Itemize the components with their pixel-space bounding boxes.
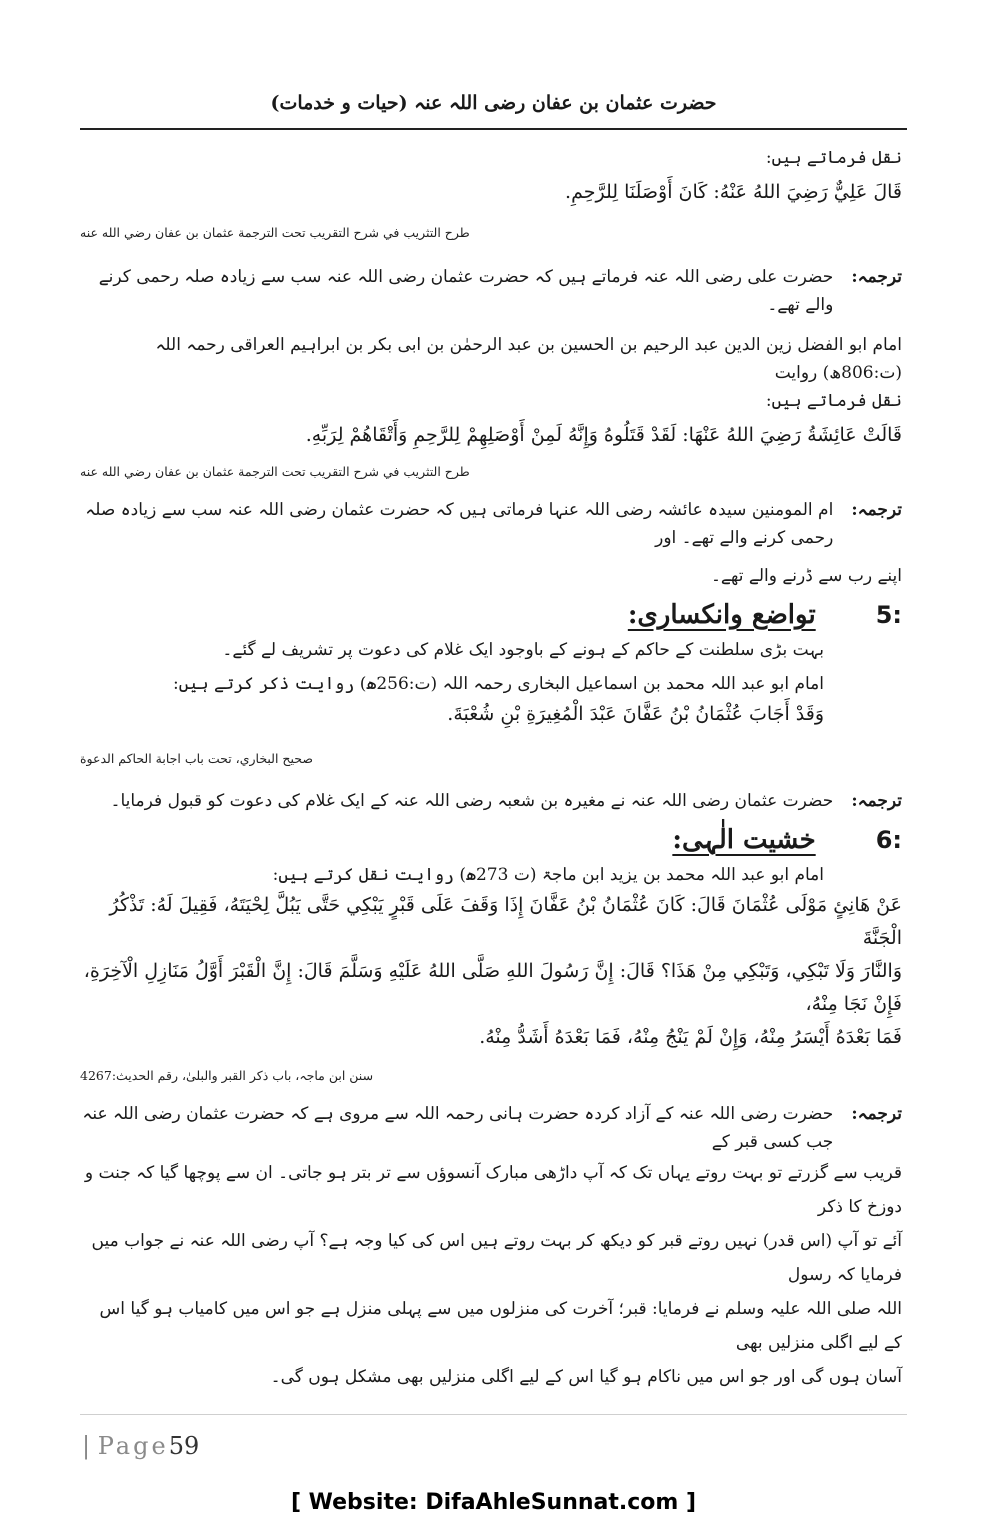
section-title: خشیت الٰہی: xyxy=(672,825,816,855)
translation-text-continued: اللہ صلی اللہ علیہ وسلم نے فرمایا: قبر؛ آخرت کی منزلوں میں سے پہلی منزل ہے جو اس میں کامیاب ہو گیا اس کے لیے اگلی منزلیں بھی xyxy=(99,1299,902,1353)
translation-label: ترجمہ: xyxy=(851,1104,902,1124)
reference-citation: سنن ابن ماجہ، باب ذکر القبر والبلیٰ، رقم الحدیث:4267 xyxy=(80,1068,374,1083)
footer-divider xyxy=(80,1414,907,1415)
translation-label: ترجمہ: xyxy=(851,500,902,520)
section-body xyxy=(80,861,902,889)
header-divider xyxy=(80,128,907,130)
section-heading-6 xyxy=(80,825,902,855)
page-number xyxy=(82,1432,199,1460)
arabic-quote: وَقَدْ أَجَابَ عُثْمَانُ بْنُ عَفَّانَ عَبْدَ الْمُغِيرَةِ بْنِ شُعْبَةَ. xyxy=(447,703,824,725)
translation-text-continued: اپنے رب سے ڈرنے والے تھے۔ xyxy=(710,566,902,586)
translation-text-continued: آسان ہوں گی اور جو اس میں ناکام ہو گیا اس کے لیے اگلی منزلیں بھی مشکل ہوں گی۔ xyxy=(270,1367,902,1387)
intro-text: نقل فرماتے ہیں: xyxy=(765,391,902,411)
body-text: بہت بڑی سلطنت کے حاکم کے ہونے کے باوجود ایک غلام کی دعوت پر تشریف لے گئے۔ xyxy=(222,640,824,660)
section-title: تواضع وانکساری: xyxy=(627,600,816,630)
reference-citation: طرح التثريب في شرح التقريب تحت الترجمة عثمان بن عفان رضي الله عنه xyxy=(80,464,470,479)
arabic-quote: قَالَتْ عَائِشَةُ رَضِيَ اللهُ عَنْهَا: لَقَدْ قَتَلُوهُ وَإِنَّهُ لَمِنْ أَوْصَلِهِمْ لِلرَّحِمِ وَأَتْقَاهُمْ لِرَبِّهِ. xyxy=(305,424,902,446)
page-content xyxy=(80,140,902,1394)
arabic-hadith-line: فَمَا بَعْدَهُ أَيْسَرُ مِنْهُ، وَإِنْ لَمْ يَنْجُ مِنْهُ، فَمَا بَعْدَهُ أَشَدُّ مِنْهُ. xyxy=(479,1026,902,1048)
section-number: :5 xyxy=(875,601,902,629)
narrator-text: امام ابو الفضل زین الدین عبد الرحیم بن الحسین بن عبد الرحمٰن بن ابی بکر بن ابراہیم العراقی رحمہ اللہ (ت:806ھ) روایت xyxy=(155,335,902,383)
page-label: Page xyxy=(97,1432,169,1460)
arabic-hadith-line: وَالنَّارَ وَلَا تَبْكِي، وَتَبْكِي مِنْ هَذَا؟ قَالَ: إِنَّ رَسُولَ اللهِ صَلَّى اللهُ عَلَيْهِ وَسَلَّمَ قَالَ: إِنَّ الْقَبْرَ أَوَّلُ مَنَازِلِ الْآخِرَةِ، فَإِنْ نَجَا مِنْهُ، xyxy=(83,960,902,1015)
translation-label: ترجمہ: xyxy=(851,267,902,287)
narrator-text: امام ابو عبد اللہ محمد بن یزید ابن ماجۃ (ت 273ھ) روایت نقل کرتے ہیں: xyxy=(272,865,824,885)
website-banner: [ Website: DifaAhleSunnat.com ] xyxy=(290,1490,697,1515)
arabic-quote: قَالَ عَلِيٌّ رَضِيَ اللهُ عَنْهُ: كَانَ أَوْصَلَنَا لِلرَّحِمِ. xyxy=(565,181,902,203)
page-header-title: حضرت عثمان بن عفان رضی اللہ عنہ (حیات و خدمات) xyxy=(270,92,717,114)
translation-text: حضرت علی رضی اللہ عنہ فرماتے ہیں کہ حضرت عثمان رضی اللہ عنہ سب سے زیادہ صلہ رحمی کرنے والے تھے۔ xyxy=(98,267,834,315)
intro-text: نقل فرماتے ہیں: xyxy=(765,148,902,168)
reference-citation: صحيح البخاري، تحت باب اجابة الحاكم الدعوة xyxy=(80,751,313,766)
translation-text: حضرت عثمان رضی اللہ عنہ نے مغیرہ بن شعبہ رضی اللہ عنہ کے ایک غلام کی دعوت کو قبول فرمایا۔ xyxy=(110,791,834,811)
page-number-value: 59 xyxy=(168,1432,200,1460)
reference-citation: طرح التثريب في شرح التقريب تحت الترجمة عثمان بن عفان رضي الله عنه xyxy=(80,225,470,240)
translation-text-continued: آئے تو آپ (اس قدر) نہیں روتے قبر کو دیکھ کر بہت روتے ہیں اس کی کیا وجہ ہے؟ آپ رضی اللہ عنہ نے جواب میں فرمایا کہ رسول xyxy=(91,1231,902,1285)
translation xyxy=(80,787,902,815)
translation-text: حضرت رضی اللہ عنہ کے آزاد کردہ حضرت ہانی رحمہ اللہ سے مروی ہے کہ حضرت عثمان رضی اللہ عنہ جب کسی قبر کے xyxy=(82,1104,834,1152)
section-number: :6 xyxy=(875,826,902,854)
translation xyxy=(80,496,902,552)
translation-text-continued: قریب سے گزرتے تو بہت روتے یہاں تک کہ آپ داڑھی مبارک آنسوؤں سے تر بتر ہو جاتی۔ ان سے پوچھا گیا کہ جنت و دوزخ کا ذکر xyxy=(84,1163,902,1217)
translation-label: ترجمہ: xyxy=(851,791,902,811)
translation-text: ام المومنین سیدہ عائشہ رضی اللہ عنہا فرماتی ہیں کہ حضرت عثمان رضی اللہ عنہ سب سے زیادہ صلہ رحمی کرنے والے تھے۔ اور xyxy=(85,500,834,548)
narrator-text: امام ابو عبد اللہ محمد بن اسماعیل البخاری رحمہ اللہ (ت:256ھ) روایت ذکر کرتے ہیں: xyxy=(173,674,824,694)
translation xyxy=(80,1100,902,1156)
section-heading-5 xyxy=(80,600,902,630)
section-body xyxy=(80,636,902,731)
page-separator: | xyxy=(82,1432,91,1460)
translation xyxy=(80,263,902,319)
arabic-hadith-line: عَنْ هَانِئٍ مَوْلَى عُثْمَانَ قَالَ: كَانَ عُثْمَانُ بْنُ عَفَّانَ إِذَا وَقَفَ عَلَى قَبْرٍ يَبْكِي حَتَّى يَبُلَّ لِحْيَتَهُ، فَقِيلَ لَهُ: تَذْكُرُ الْجَنَّةَ xyxy=(109,894,902,949)
